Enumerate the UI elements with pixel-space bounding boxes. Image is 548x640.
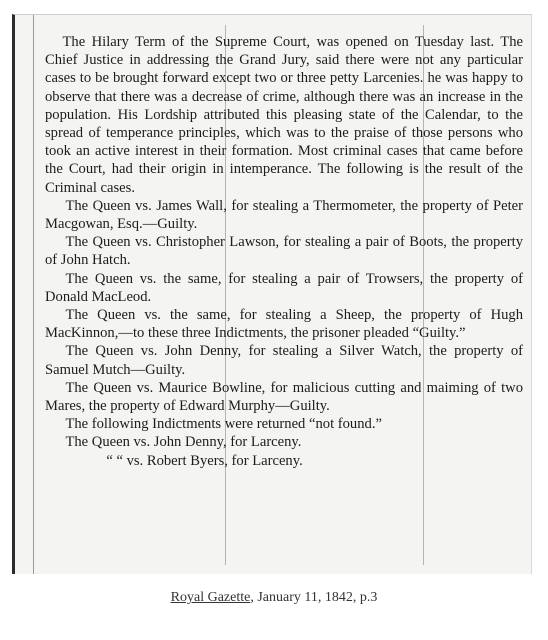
- caption: [0, 590, 548, 606]
- case-paragraph: “ “ vs. Robert Byers, for Larceny.: [106, 452, 303, 469]
- case-paragraph: The Queen vs. the same, for stealing a Sheep, the property of Hugh MacKinnon,—to these three Indictments, the prisoner pleaded “Guilty.”: [45, 307, 523, 342]
- case-paragraph: The Queen vs. John Denny, for stealing a Silver Watch, the property of Samuel Mutch—Guilty.: [45, 343, 523, 378]
- case-paragraph: The Queen vs. Maurice Bowline, for malicious cutting and maiming of two Mares, the property of Edward Murphy—Guilty.: [45, 379, 523, 415]
- case-paragraph: The Queen vs. Christopher Lawson, for stealing a pair of Boots, the property of John Hatch.: [45, 234, 523, 269]
- newspaper-clipping: [12, 14, 532, 574]
- article-text: [45, 33, 523, 470]
- case-paragraph: The Queen vs. John Denny, for Larceny.: [65, 434, 302, 451]
- caption-date: , January 11, 1842, p.3: [250, 590, 378, 605]
- caption-source-link[interactable]: Royal Gazette: [170, 590, 251, 605]
- article-paragraph: The Hilary Term of the Supreme Court, was opened on Tuesday last. The Chief Justice in addressing the Grand Jury, said there were not any particular cases to be brought forward except two or three petty Larcenies. he was happy to observe that there was a decrease of crime, although there was an increase in the population. His Lordship attributed this pleasing state of the Calendar, to the spread of temperance principles, which was to the praise of those persons who took an active interest in their formation. Most criminal cases that came before the Court, had their origin in intemperance. The following is the result of the Criminal cases.: [45, 34, 523, 196]
- not-found-heading: The following Indictments were returned “not found.”: [65, 416, 382, 433]
- case-paragraph: The Queen vs. James Wall, for stealing a Thermometer, the property of Peter Macgowan, Esq.—Guilty.: [45, 197, 523, 233]
- case-paragraph: The Queen vs. the same, for stealing a pair of Trowsers, the property of Donald MacLeod.: [45, 270, 523, 305]
- column-rule: [33, 15, 34, 574]
